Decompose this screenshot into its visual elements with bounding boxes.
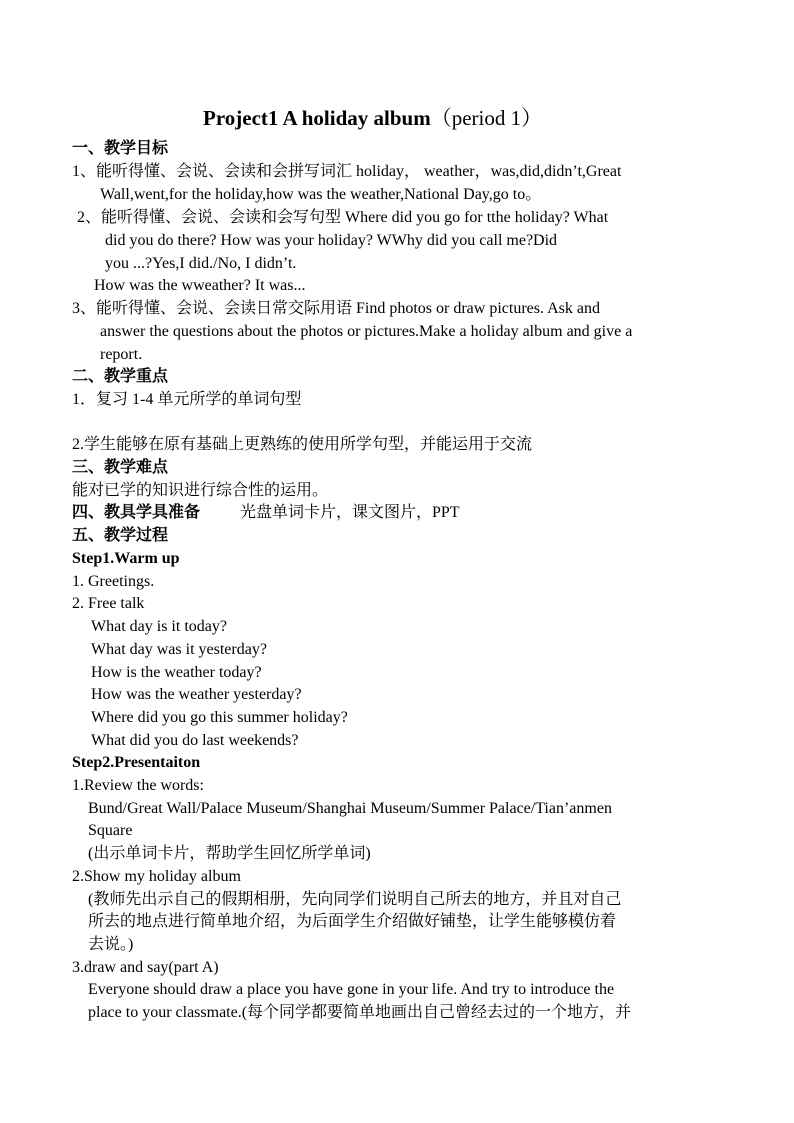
- step2-item-3: 3.draw and say(part A): [72, 959, 219, 976]
- step2-item-1: 1.Review the words:: [72, 777, 204, 794]
- free-talk-q6: What did you do last weekends?: [91, 732, 299, 749]
- free-talk-q5: Where did you go this summer holiday?: [91, 709, 348, 726]
- section-heading-key-points: 二、教学重点: [72, 368, 169, 385]
- step1-heading: Step1.Warm up: [72, 550, 180, 567]
- title-period: （period 1）: [430, 106, 543, 130]
- review-note: (出示单词卡片，帮助学生回忆所学单词): [88, 845, 371, 862]
- step2-item-2: 2.Show my holiday album: [72, 868, 241, 885]
- free-talk-q3: How is the weather today?: [91, 664, 262, 681]
- free-talk-q1: What day is it today?: [91, 618, 227, 635]
- objective-1-cont: Wall,went,for the holiday,how was the weather,National Day,go to。: [100, 186, 542, 203]
- objective-2-cont-3: How was the wweather? It was...: [94, 277, 306, 294]
- draw-say-text-1: Everyone should draw a place you have gone in your life. And try to introduce the: [88, 981, 615, 998]
- step1-item-1: 1. Greetings.: [72, 573, 155, 590]
- objective-2-cont-2: you ...?Yes,I did./No, I didn’t.: [105, 255, 297, 272]
- free-talk-q2: What day was it yesterday?: [91, 641, 267, 658]
- page-title: [203, 104, 542, 132]
- draw-say-text-2: place to your classmate.(每个同学都要简单地画出自己曾经去过的一个地方，并: [88, 1004, 632, 1021]
- objective-1: 1、能听得懂、会说、会读和会拼写词汇 holiday， weather，was,did,didn’t,Great: [72, 163, 622, 180]
- album-note-1: (教师先出示自己的假期相册，先向同学们说明自己所去的地方，并且对自己: [88, 891, 622, 908]
- section-heading-objectives: 一、教学目标: [72, 140, 169, 157]
- section-heading-procedure: 五、教学过程: [72, 527, 169, 544]
- free-talk-q4: How was the weather yesterday?: [91, 686, 302, 703]
- album-note-3: 去说。): [88, 936, 134, 953]
- section-heading-difficulties: 三、教学难点: [72, 459, 169, 476]
- objective-3-cont-2: report.: [100, 346, 143, 363]
- difficulty-text: 能对已学的知识进行综合性的运用。: [72, 482, 329, 499]
- step2-heading: Step2.Presentaiton: [72, 754, 201, 771]
- objective-3: 3、能听得懂、会说、会读日常交际用语 Find photos or draw pictures. Ask and: [72, 300, 600, 317]
- objective-2-cont-1: did you do there? How was your holiday? WWhy did you call me?Did: [105, 232, 558, 249]
- review-words-cont: Square: [88, 822, 133, 839]
- materials-text: 光盘单词卡片，课文图片，PPT: [240, 504, 460, 521]
- key-point-2: 2.学生能够在原有基础上更熟练的使用所学句型，并能运用于交流: [72, 436, 533, 453]
- section-heading-materials: 四、教具学具准备: [72, 504, 201, 521]
- objective-2: 2、能听得懂、会说、会读和会写句型 Where did you go for tthe holiday? What: [77, 209, 609, 226]
- title-main: Project1 A holiday album: [203, 106, 431, 130]
- step1-item-2: 2. Free talk: [72, 595, 145, 612]
- review-words: Bund/Great Wall/Palace Museum/Shanghai Museum/Summer Palace/Tian’anmen: [88, 800, 612, 817]
- key-point-1: 1．复习 1-4 单元所学的单词句型: [72, 391, 302, 408]
- album-note-2: 所去的地点进行简单地介绍，为后面学生介绍做好铺垫，让学生能够模仿着: [88, 913, 617, 930]
- objective-3-cont-1: answer the questions about the photos or pictures.Make a holiday album and give a: [100, 323, 633, 340]
